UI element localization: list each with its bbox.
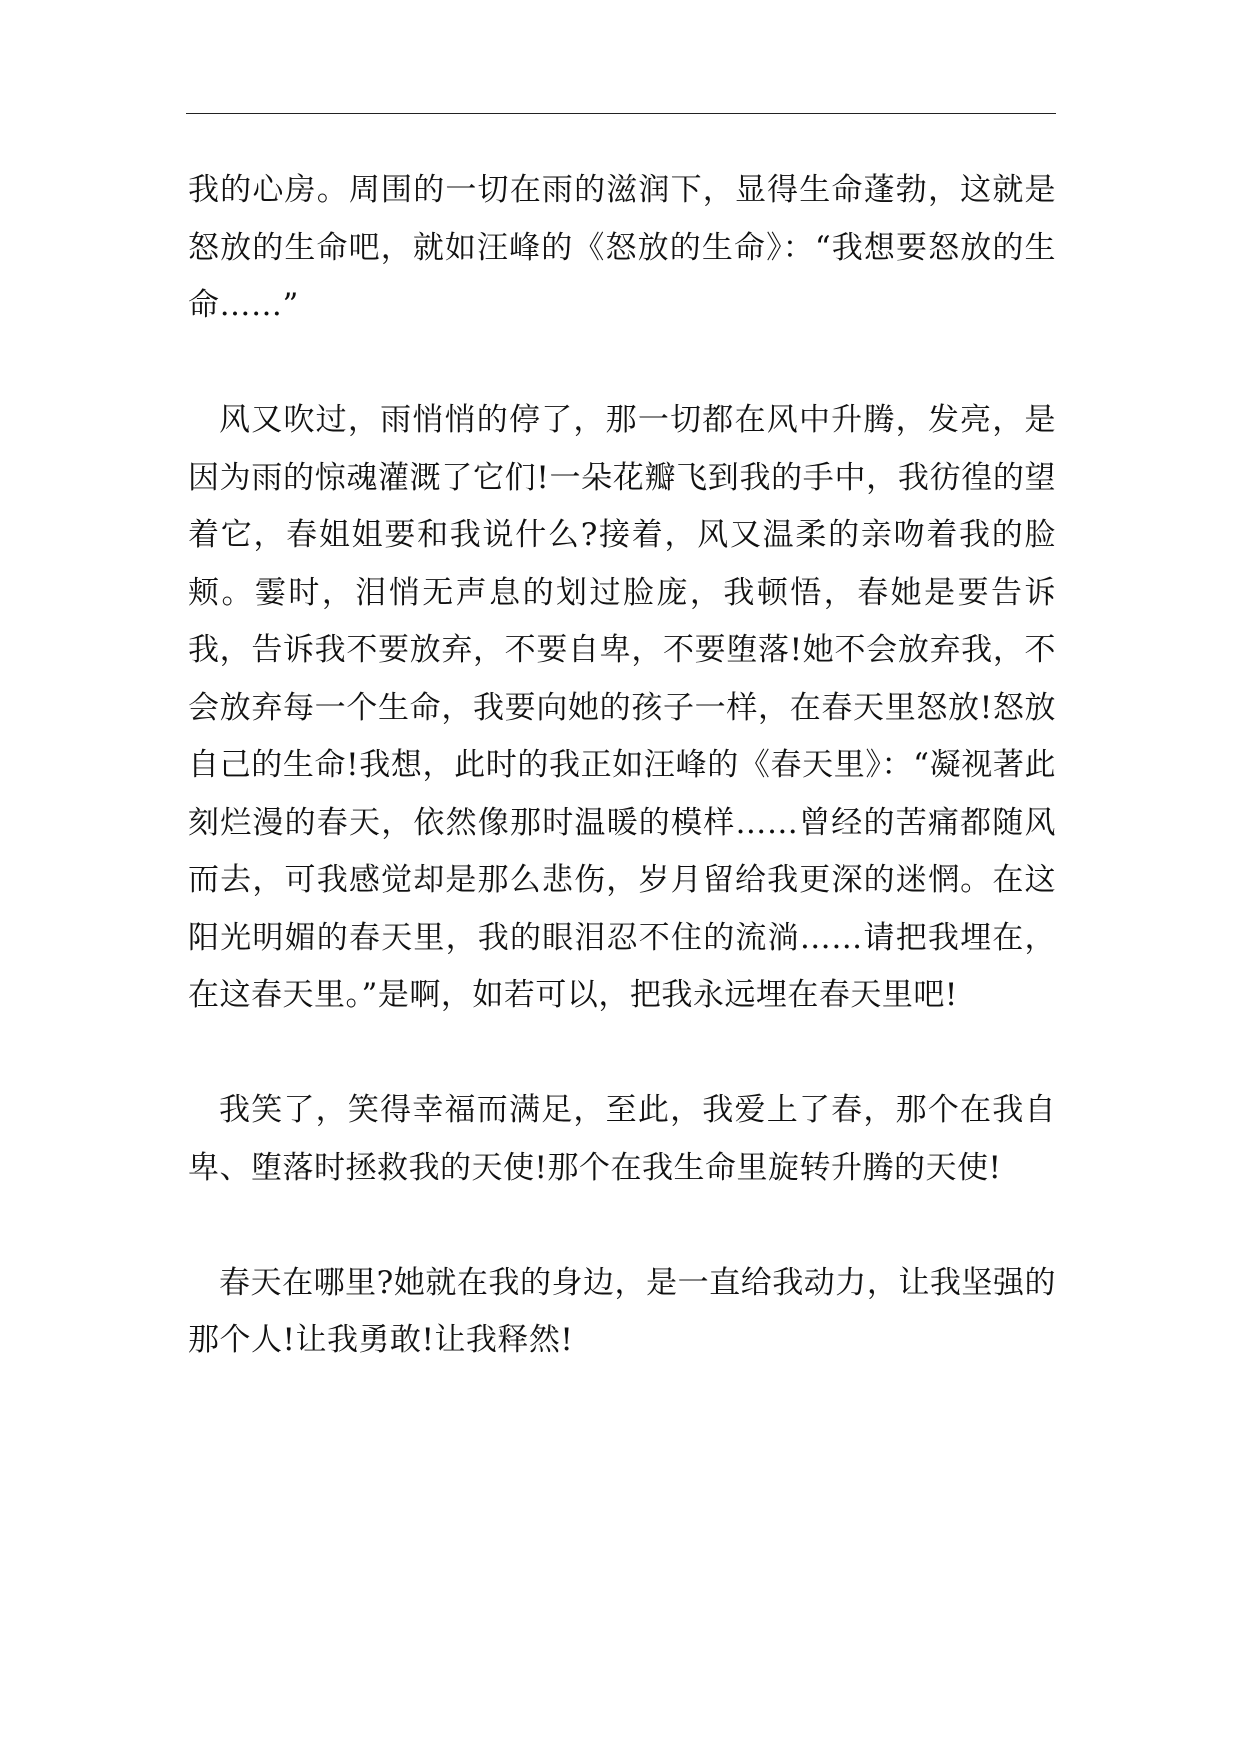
paragraph-3: 我笑了，笑得幸福而满足，至此，我爱上了春，那个在我自卑、堕落时拯救我的天使!那个在我生命里旋转升腾的天使! <box>188 1092 1056 1186</box>
header-divider-line <box>186 113 1056 114</box>
body-text <box>188 162 1056 1370</box>
paragraph-2: 风又吹过，雨悄悄的停了，那一切都在风中升腾，发亮，是因为雨的惊魂灌溉了它们!一朵花瓣飞到我的手中，我彷徨的望着它，春姐姐要和我说什么?接着，风又温柔的亲吻着我的脸颊。霎时，泪悄无声息的划过脸庞，我顿悟，春她是要告诉我，告诉我不要放弃，不要自卑，不要堕落!她不会放弃我，不会放弃每一个生命，我要向她的孩子一样，在春天里怒放!怒放自己的生命!我想，此时的我正如汪峰的《春天里》：“凝视著此刻烂漫的春天，依然像那时温暖的模样……曾经的苦痛都随风而去，可我感觉却是那么悲伤，岁月留给我更深的迷惘。在这阳光明媚的春天里，我的眼泪忍不住的流淌……请把我埋在，在这春天里。”是啊，如若可以，把我永远埋在春天里吧! <box>188 402 1056 1013</box>
paragraph-1: 我的心房。周围的一切在雨的滋润下，显得生命蓬勃，这就是怒放的生命吧，就如汪峰的《怒放的生命》：“我想要怒放的生命……” <box>188 172 1056 323</box>
paragraph-4: 春天在哪里?她就在我的身边，是一直给我动力，让我坚强的那个人!让我勇敢!让我释然! <box>188 1264 1056 1358</box>
